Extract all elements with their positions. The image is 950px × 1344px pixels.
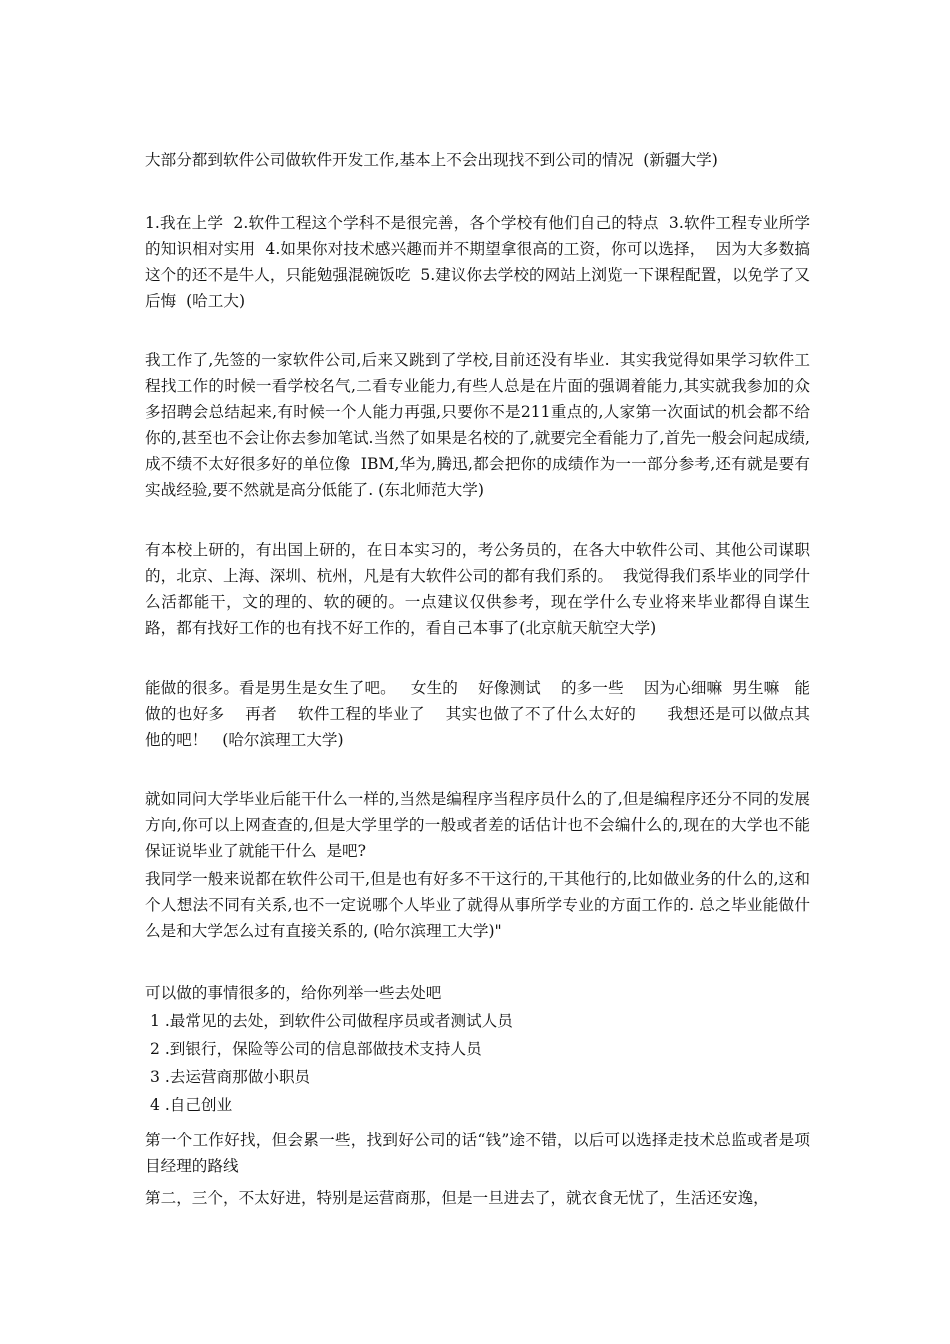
paragraph-harbin-2b: 我同学一般来说都在软件公司干,但是也有好多不干这行的,干其他行的,比如做业务的什么的,这和个人想法不同有关系,也不一定说哪个人毕业了就得从事所学专业的方面工作的. 总之毕业能做什么是和大学怎么过有直接关系的, (哈尔滨理工大学)" [145,870,810,940]
paragraph-second-third: 第二，三个，不太好进，特别是运营商那，但是一旦进去了，就衣食无忧了，生活还安逸， [145,1189,769,1207]
list-item: 2 .到银行，保险等公司的信息部做技术支持人员 [145,1040,482,1058]
list-item: 3 .去运营商那做小职员 [145,1068,311,1086]
paragraph-hit: 1.我在上学 2.软件工程这个学科不是很完善，各个学校有他们自己的特点 3.软件工程专业所学的知识相对实用 4.如果你对技术感兴趣而并不期望拿很高的工资，你可以选择， 因为大多数搞这个的还不是牛人，只能勉强混碗饭吃 5.建议你去学校的网站上浏览一下课程配置，以免学了又后悔 (哈工大) [145,214,810,310]
paragraph-northeast-normal: 我工作了,先签的一家软件公司,后来又跳到了学校,目前还没有毕业. 其实我觉得如果学习软件工程找工作的时候一看学校名气,二看专业能力,有些人总是在片面的强调着能力,其实就我参加的众多招聘会总结起来,有时候一个人能力再强,只要你不是211重点的,人家第一次面试的机会都不给你的,甚至也不会让你去参加笔试.当然了如果是名校的了,就要完全看能力了,首先一般会问起成绩, 成不绩不太好很多好的单位像 IBM,华为,腾迅,都会把你的成绩作为一一部分参考,还有就是要有实战经验,要不然就是高分低能了. (东北师范大学) [145,351,815,499]
paragraph-xinjiang: 大部分都到软件公司做软件开发工作,基本上不会出现找不到公司的情况 (新疆大学) [145,151,718,169]
paragraph-harbin-1: 能做的很多。看是男生是女生了吧。 女生的 好像测试 的多一些 因为心细嘛 男生嘛 能做的也好多 再者 软件工程的毕业了 其实也做了不了什么太好的 我想还是可以做点其他的吧！ (哈尔滨理工大学) [145,679,810,749]
list-intro: 可以做的事情很多的，给你列举一些去处吧 [145,984,442,1002]
paragraph-beihang: 有本校上研的，有出国上研的，在日本实习的，考公务员的，在各大中软件公司、其他公司谋职的，北京、上海、深圳、杭州，凡是有大软件公司的都有我们系的。 我觉得我们系毕业的同学什么活都能干，文的理的、软的硬的。一点建议仅供参考，现在学什么专业将来毕业都得自谋生路，都有找好工作的也有找不好工作的，看自己本事了(北京航天航空大学) [145,541,810,637]
paragraph-harbin-2a: 就如同问大学毕业后能干什么一样的,当然是编程序当程序员什么的了,但是编程序还分不同的发展方向,你可以上网查查的,但是大学里学的一般或者差的话估计也不会编什么的,现在的大学也不能保证说毕业了就能干什么 是吧? [145,790,810,860]
list-item: 4 .自己创业 [145,1096,233,1114]
paragraph-first-job: 第一个工作好找，但会累一些，找到好公司的话“钱”途不错，以后可以选择走技术总监或者是项目经理的路线 [145,1131,810,1175]
list-item: 1 .最常见的去处，到软件公司做程序员或者测试人员 [145,1012,513,1030]
